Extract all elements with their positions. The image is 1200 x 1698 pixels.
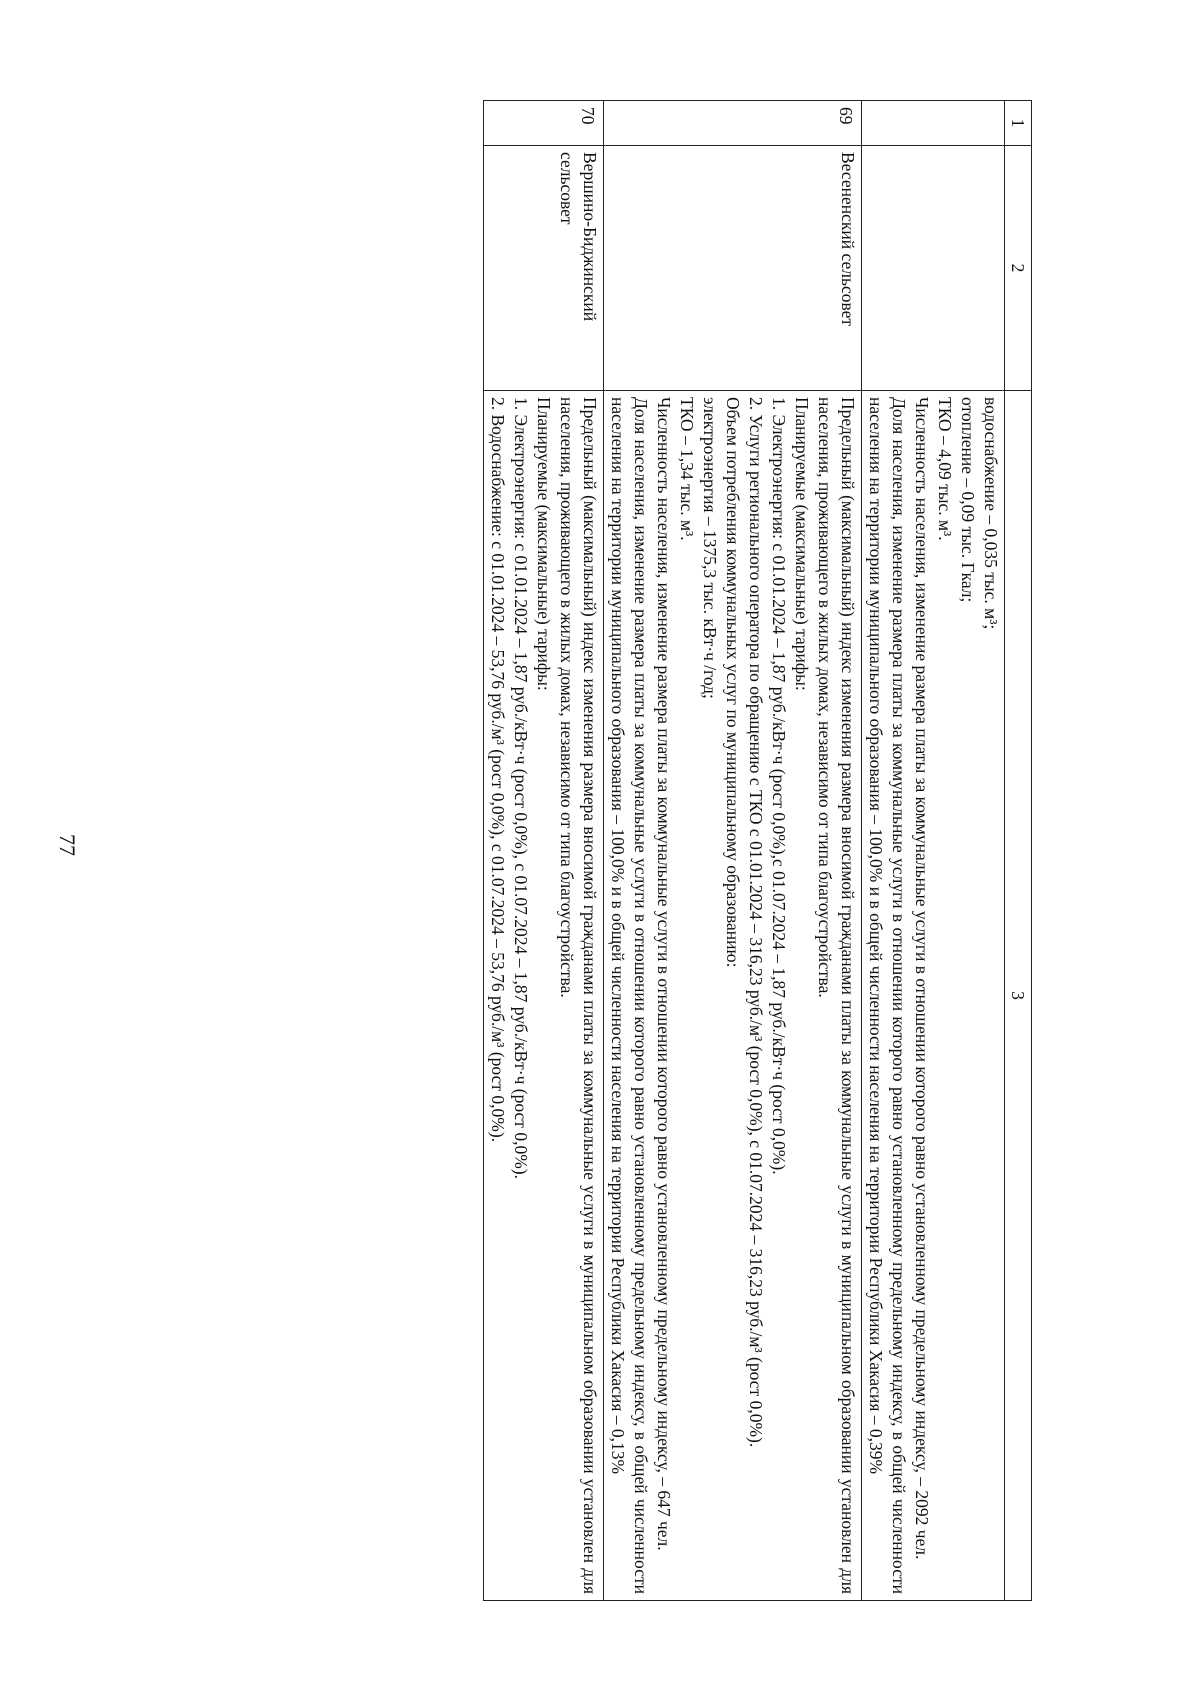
- text-line: отопление – 0,09 тыс. Гкал;: [958, 397, 978, 603]
- text-line: Численность населения, изменение размера платы за коммунальные услуги в отношении которого равно установленному предельному индексу, – 647 чел.: [654, 397, 674, 1551]
- table-row: [484, 101, 604, 1601]
- text-line: Планируемые (максимальные) тарифы:: [534, 397, 554, 691]
- row-number: [862, 101, 1005, 146]
- text-line: 1. Электроэнергия: с 01.01.2024 – 1,87 руб./кВт·ч (рост 0,0%), с 01.07.2024 – 1,87 руб./кВт·ч (рост 0,0%).: [511, 397, 531, 1179]
- text-line: Численность населения, изменение размера платы за коммунальные услуги в отношении которого равно установленному предельному индексу, – 2092 чел.: [912, 397, 932, 1560]
- table-header-row: [1005, 101, 1032, 1601]
- municipality-name: Весененский сельсовет: [604, 146, 862, 391]
- header-col-3: 3: [1005, 391, 1032, 1601]
- text-line: Объем потребления коммунальных услуг по муниципальному образованию:: [723, 397, 743, 968]
- text-line: электроэнергия – 1375,3 тыс. кВт·ч /год;: [700, 397, 720, 699]
- text-line: ТКО – 1,34 тыс. м³.: [677, 397, 697, 541]
- text-line: 2. Водоснабжение: с 01.01.2024 – 53,76 руб./м³ (рост 0,0%), с 01.07.2024 – 53,76 руб./м³ (рост 0,0%).: [488, 397, 508, 1143]
- rotated-table-container: [162, 100, 1032, 1600]
- text-line: Доля населения, изменение размера платы за коммунальные услуги в отношении которого равно установленному предельному индексу, в общей численности населения на территории муниципального образования – 100,0% и в общей численности населения на территории Республики Хакасия – 0,39%: [866, 397, 909, 1594]
- text-line: Доля населения, изменение размера платы за коммунальные услуги в отношении которого равно установленному предельному индексу, в общей численности населения на территории муниципального образования – 100,0% и в общей численности населения на территории Республики Хакасия – 0,13%: [608, 397, 651, 1594]
- text-line: Планируемые (максимальные) тарифы:: [792, 397, 812, 691]
- text-line: Предельный (максимальный) индекс изменения размера вносимой гражданами платы за коммунальные услуги в муниципальном образовании установлен для населения, проживающего в жилых домах, независимо от типа благоустройства.: [557, 397, 600, 1594]
- text-line: ТКО – 4,09 тыс. м³.: [935, 397, 955, 541]
- row-description: [604, 391, 862, 1601]
- page-number: 77: [55, 834, 80, 856]
- row-number: 70: [484, 101, 604, 146]
- row-description: [862, 391, 1005, 1601]
- header-col-2: 2: [1005, 146, 1032, 391]
- municipality-name: Вершино-Биджинский сельсовет: [484, 146, 604, 391]
- text-line: 2. Услуги регионального оператора по обращению с ТКО с 01.01.2024 – 316,23 руб./м³ (рост 0,0%), с 01.07.2024 – 316,23 руб./м³ (рост 0,0%).: [746, 397, 766, 1448]
- text-line: 1. Электроэнергия: с 01.01.2024 – 1,87 руб./кВт·ч (рост 0,0%),с 01.07.2024 – 1,87 руб./кВт·ч (рост 0,0%).: [769, 397, 789, 1175]
- text-line: водоснабжение – 0,035 тыс. м³;: [981, 397, 1001, 630]
- table-row: [862, 101, 1005, 1601]
- table-row: [604, 101, 862, 1601]
- row-description: [484, 391, 604, 1601]
- header-col-1: 1: [1005, 101, 1032, 146]
- tariff-table: [483, 100, 1032, 1601]
- text-line: Предельный (максимальный) индекс изменения размера вносимой гражданами платы за коммунальные услуги в муниципальном образовании установлен для населения, проживающего в жилых домах, независимо от типа благоустройства.: [815, 397, 858, 1594]
- municipality-name: [862, 146, 1005, 391]
- row-number: 69: [604, 101, 862, 146]
